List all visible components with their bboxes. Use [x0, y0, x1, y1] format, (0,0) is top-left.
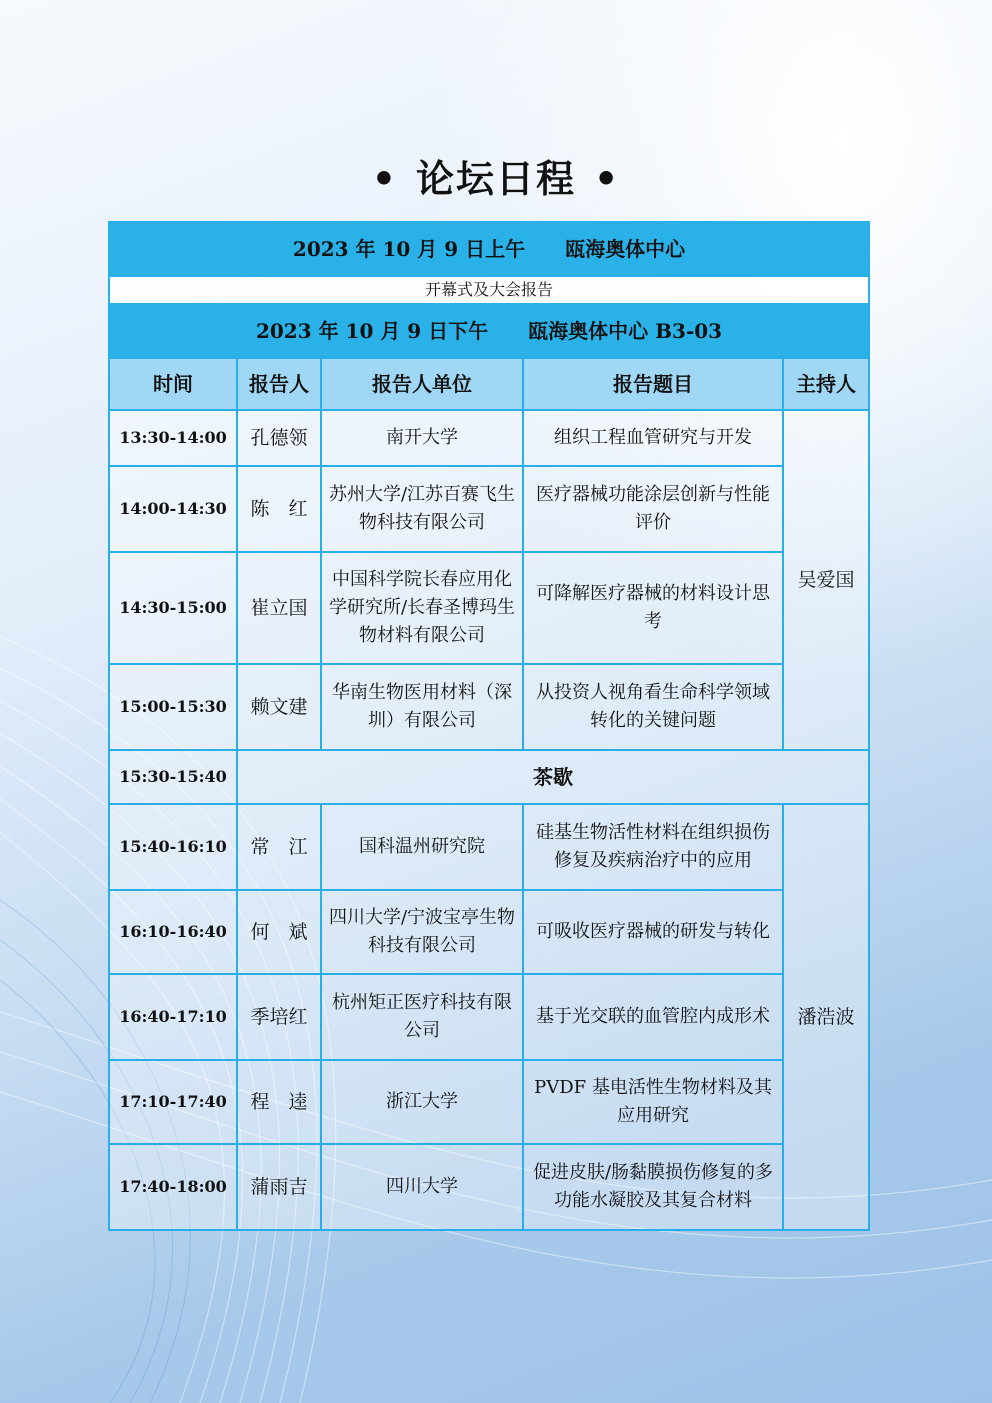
schedule-table [108, 221, 870, 1231]
row-org: 杭州矩正医疗科技有限公司 [321, 974, 523, 1060]
row-time: 15:00-15:30 [109, 664, 237, 750]
break-label: 茶歇 [237, 750, 869, 804]
table-row [109, 552, 869, 664]
row-speaker: 季培红 [237, 974, 321, 1060]
page-title: • 论坛日程 • [371, 157, 621, 201]
table-row [109, 1060, 869, 1144]
row-speaker: 陈 红 [237, 466, 321, 552]
table-row [109, 1144, 869, 1230]
header-org: 报告人单位 [321, 358, 523, 410]
morning-session-header [109, 222, 869, 276]
row-speaker: 蒲雨吉 [237, 1144, 321, 1230]
row-speaker: 崔立国 [237, 552, 321, 664]
row-topic: 组织工程血管研究与开发 [523, 410, 783, 466]
header-time: 时间 [109, 358, 237, 410]
morning-subtitle-row [109, 276, 869, 304]
row-org: 中国科学院长春应用化学研究所/长春圣博玛生物材料有限公司 [321, 552, 523, 664]
row-topic: 医疗器械功能涂层创新与性能评价 [523, 466, 783, 552]
host-second: 潘浩波 [783, 804, 869, 1230]
row-speaker: 孔德领 [237, 410, 321, 466]
header-host: 主持人 [783, 358, 869, 410]
table-row [109, 410, 869, 466]
afternoon-session-header [109, 304, 869, 358]
tea-break-row [109, 750, 869, 804]
row-time: 17:10-17:40 [109, 1060, 237, 1144]
row-topic: 促进皮肤/肠黏膜损伤修复的多功能水凝胶及其复合材料 [523, 1144, 783, 1230]
afternoon-date: 2023 年 10 月 9 日下午 [255, 319, 489, 343]
table-row [109, 804, 869, 890]
table-row [109, 974, 869, 1060]
column-header-row [109, 358, 869, 410]
row-topic: 可吸收医疗器械的研发与转化 [523, 890, 783, 974]
row-topic: 硅基生物活性材料在组织损伤修复及疾病治疗中的应用 [523, 804, 783, 890]
afternoon-venue: 瓯海奥体中心 B3-03 [528, 319, 723, 343]
row-time: 16:10-16:40 [109, 890, 237, 974]
row-topic: 可降解医疗器械的材料设计思考 [523, 552, 783, 664]
row-topic: 从投资人视角看生命科学领域转化的关键问题 [523, 664, 783, 750]
morning-venue: 瓯海奥体中心 [565, 237, 686, 261]
break-time: 15:30-15:40 [109, 750, 237, 804]
row-org: 华南生物医用材料（深圳）有限公司 [321, 664, 523, 750]
row-speaker: 赖文建 [237, 664, 321, 750]
header-speaker: 报告人 [237, 358, 321, 410]
row-org: 南开大学 [321, 410, 523, 466]
row-org: 苏州大学/江苏百赛飞生物科技有限公司 [321, 466, 523, 552]
row-speaker: 程 逵 [237, 1060, 321, 1144]
row-org: 浙江大学 [321, 1060, 523, 1144]
row-time: 14:30-15:00 [109, 552, 237, 664]
table-row [109, 466, 869, 552]
morning-date: 2023 年 10 月 9 日上午 [292, 237, 526, 261]
row-org: 四川大学 [321, 1144, 523, 1230]
row-time: 13:30-14:00 [109, 410, 237, 466]
morning-subtitle: 开幕式及大会报告 [109, 276, 869, 304]
row-time: 14:00-14:30 [109, 466, 237, 552]
table-row [109, 664, 869, 750]
row-time: 15:40-16:10 [109, 804, 237, 890]
row-time: 17:40-18:00 [109, 1144, 237, 1230]
row-topic: 基于光交联的血管腔内成形术 [523, 974, 783, 1060]
row-time: 16:40-17:10 [109, 974, 237, 1060]
row-org: 四川大学/宁波宝亭生物科技有限公司 [321, 890, 523, 974]
row-org: 国科温州研究院 [321, 804, 523, 890]
row-speaker: 何 斌 [237, 890, 321, 974]
row-topic: PVDF 基电活性生物材料及其应用研究 [523, 1060, 783, 1144]
table-row [109, 890, 869, 974]
header-topic: 报告题目 [523, 358, 783, 410]
row-speaker: 常 江 [237, 804, 321, 890]
host-first: 吴爱国 [783, 410, 869, 750]
